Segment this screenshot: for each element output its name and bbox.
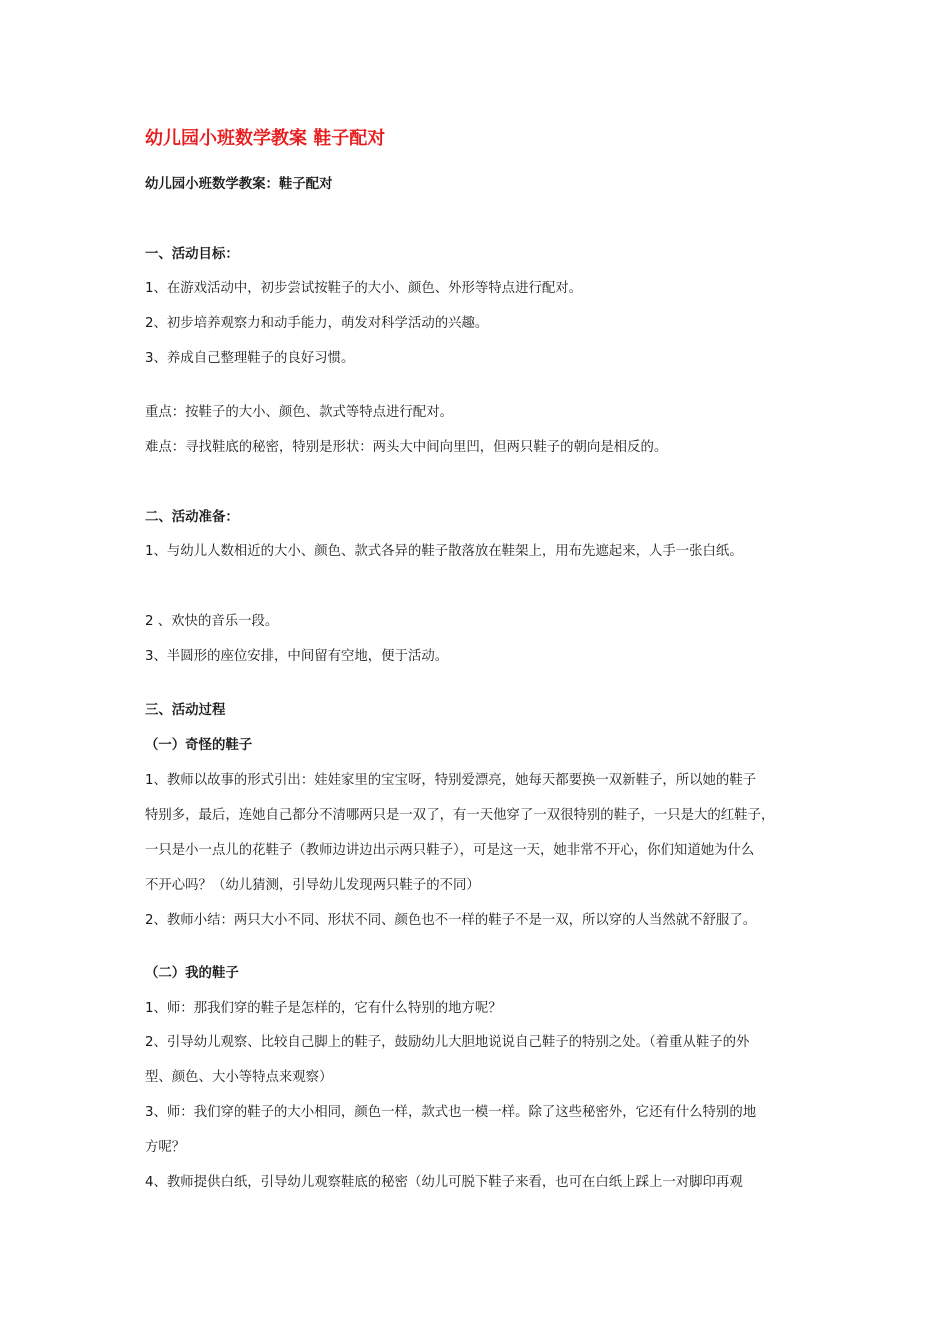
part1-line: 一只是小一点儿的花鞋子（教师边讲边出示两只鞋子），可是这一天，她非常不开心，你们知道她为什么 [145,843,755,858]
document-title: 幼儿园小班数学教案 鞋子配对 [145,128,386,149]
section2-heading: 二、活动准备： [145,510,239,525]
part2-line: 方呢？ [145,1140,186,1155]
part2-line: 型、颜色、大小等特点来观察） [145,1070,333,1085]
part2-line: 1、师：那我们穿的鞋子是怎样的，它有什么特别的地方呢？ [145,1001,502,1016]
key-point: 重点：按鞋子的大小、颜色、款式等特点进行配对。 [145,405,453,420]
part2-line: 3、师：我们穿的鞋子的大小相同，颜色一样，款式也一模一样。除了这些秘密外，它还有什么特别的地 [145,1105,757,1120]
section2-item: 1、与幼儿人数相近的大小、颜色、款式各异的鞋子散落放在鞋架上，用布先遮起来，人手一张白纸。 [145,544,743,559]
part1-line: 1、教师以故事的形式引出：娃娃家里的宝宝呀，特别爱漂亮，她每天都要换一双新鞋子，所以她的鞋子 [145,773,757,788]
difficulty-point: 难点：寻找鞋底的秘密，特别是形状：两头大中间向里凹，但两只鞋子的朝向是相反的。 [145,440,668,455]
part2-heading: （二）我的鞋子 [145,966,239,981]
section2-item: 2 、欢快的音乐一段。 [145,614,279,629]
section1-item: 1、在游戏活动中，初步尝试按鞋子的大小、颜色、外形等特点进行配对。 [145,281,583,296]
part1-heading: （一）奇怪的鞋子 [145,738,253,753]
section1-item: 2、初步培养观察力和动手能力，萌发对科学活动的兴趣。 [145,316,489,331]
section1-item: 3、养成自己整理鞋子的良好习惯。 [145,351,355,366]
section2-item: 3、半圆形的座位安排，中间留有空地，便于活动。 [145,649,449,664]
part2-line: 2、引导幼儿观察、比较自己脚上的鞋子，鼓励幼儿大胆地说说自己鞋子的特别之处。（着重从鞋子的外 [145,1035,750,1050]
part1-line: 2、教师小结：两只大小不同、形状不同、颜色也不一样的鞋子不是一双，所以穿的人当然就不舒服了。 [145,913,757,928]
part1-line: 不开心吗？（幼儿猜测，引导幼儿发现两只鞋子的不同） [145,878,480,893]
part2-line: 4、教师提供白纸，引导幼儿观察鞋底的秘密（幼儿可脱下鞋子来看，也可在白纸上踩上一对脚印再观 [145,1175,743,1190]
document-subtitle: 幼儿园小班数学教案：鞋子配对 [145,177,333,192]
section1-heading: 一、活动目标： [145,247,239,262]
part1-line: 特别多，最后，连她自己都分不清哪两只是一双了，有一天他穿了一双很特别的鞋子，一只是大的红鞋子， [145,808,775,823]
section3-heading: 三、活动过程 [145,703,226,718]
